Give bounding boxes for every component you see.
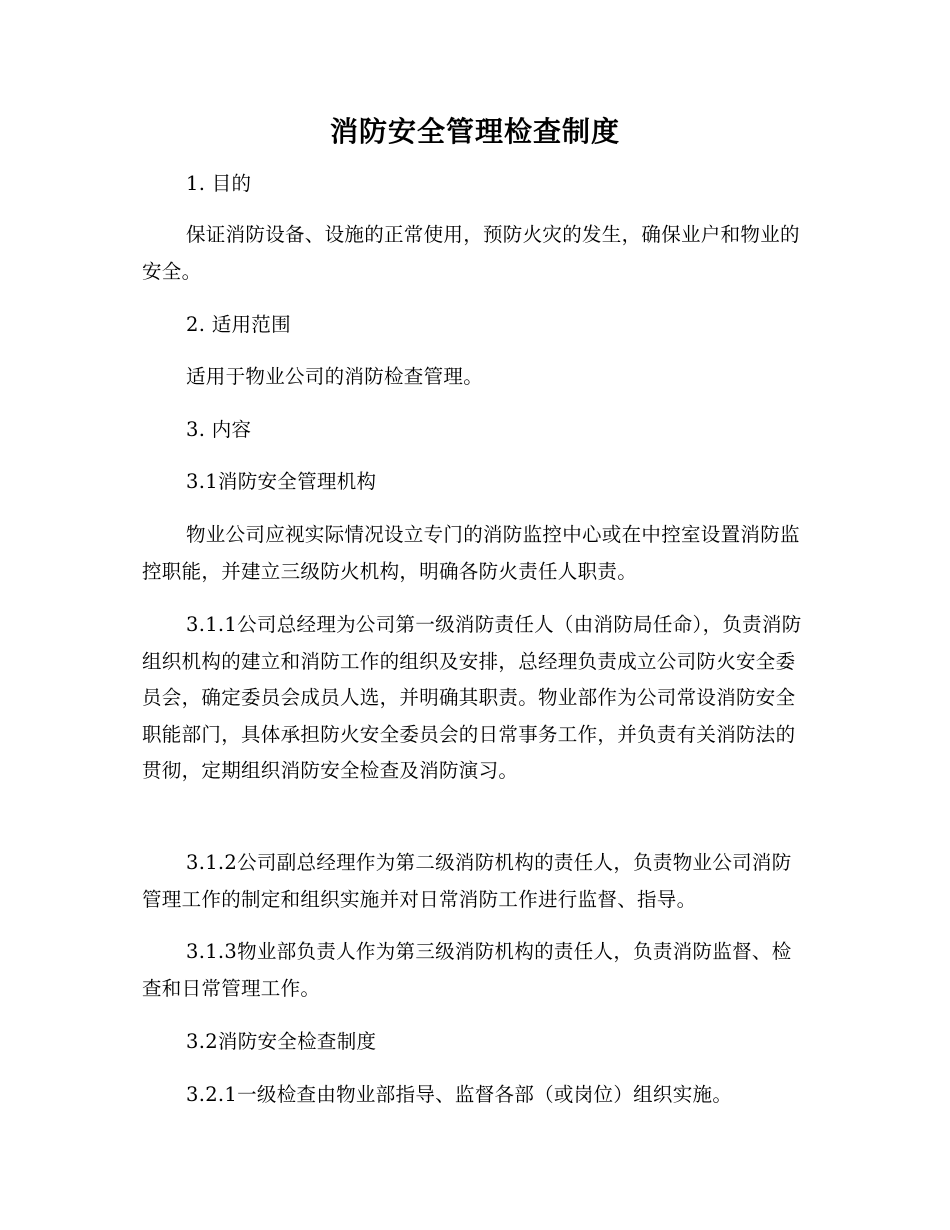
paragraph-scope: 适用于物业公司的消防检查管理。	[186, 365, 484, 388]
paragraph-3-1: 物业公司应视实际情况设立专门的消防监控中心或在中控室设置消防监控职能，并建立三级防火机构，明确各防火责任人职责。	[142, 523, 800, 583]
document-title: 消防安全管理检查制度	[329, 115, 620, 148]
section-heading-content: 3. 内容	[186, 418, 252, 441]
paragraph-3-1-3: 3.1.3物业部负责人作为第三级消防机构的责任人，负责消防监督、检查和日常管理工作。	[142, 940, 792, 1000]
paragraph-purpose: 保证消防设备、设施的正常使用，预防火灾的发生，确保业户和物业的安全。	[142, 223, 800, 283]
subsection-heading-3-1: 3.1消防安全管理机构	[186, 470, 377, 493]
paragraph-3-1-1: 3.1.1公司总经理为公司第一级消防责任人（由消防局任命），负责消防组织机构的建立和消防工作的组织及安排，总经理负责成立公司防火安全委员会，确定委员会成员人选，并明确其职责。物业部作为公司常设消防安全职能部门，具体承担防火安全委员会的日常事务工作，并负责有关消防法的贯彻，定期组织消防安全检查及消防演习。	[142, 613, 802, 782]
subsection-heading-3-2: 3.2消防安全检查制度	[186, 1030, 377, 1053]
section-heading-scope: 2. 适用范围	[186, 313, 291, 336]
section-heading-purpose: 1. 目的	[186, 172, 252, 195]
paragraph-3-2-1: 3.2.1一级检查由物业部指导、监督各部（或岗位）组织实施。	[186, 1083, 733, 1106]
paragraph-3-1-2: 3.1.2公司副总经理作为第二级消防机构的责任人，负责物业公司消防管理工作的制定和组织实施并对日常消防工作进行监督、指导。	[142, 851, 792, 911]
